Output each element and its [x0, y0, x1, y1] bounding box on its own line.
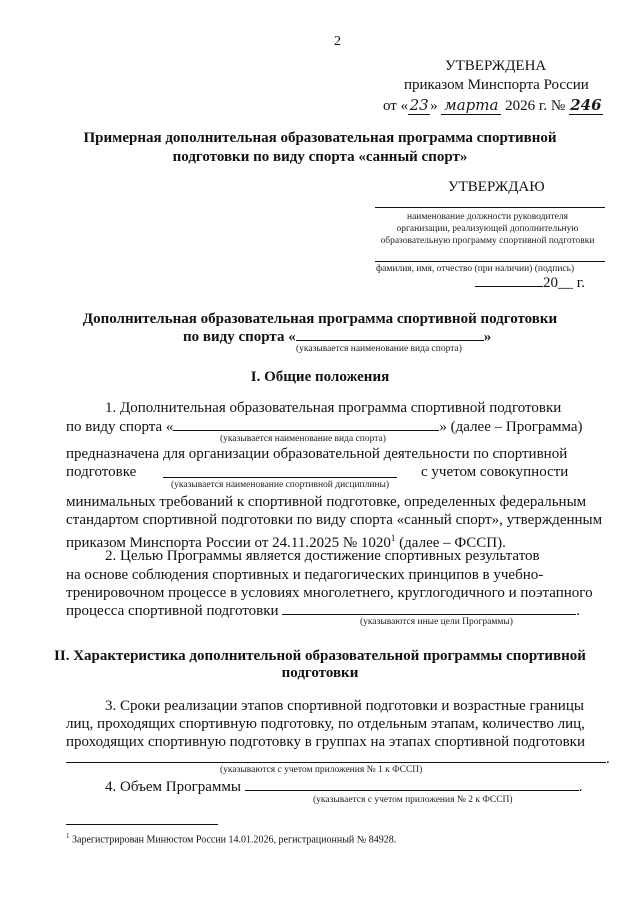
approve-date-suffix: 20__ г.	[543, 275, 585, 291]
p1-caption2: (указывается наименование спортивной дисциплины)	[171, 480, 390, 490]
p2-line3: тренировочном процессе в условиях многолетнего, круглогодичного и поэтапного	[66, 585, 593, 601]
footnote-text: Зарегистрирован Минюстом России 14.01.2026, регистрационный № 84928.	[69, 834, 397, 846]
program-title-line1: Дополнительная образовательная программа спортивной подготовки	[82, 311, 558, 327]
p1-line3: предназначена для организации образовательной деятельности по спортивной	[66, 446, 568, 462]
approve-date	[475, 274, 585, 292]
p2-line2: на основе соблюдения спортивных и педагогических принципов в учебно-	[66, 567, 544, 583]
p1-line1: 1. Дополнительная образовательная программа спортивной подготовки	[105, 400, 562, 416]
approval-order-line: приказом Минспорта России	[404, 77, 589, 93]
p1-line2-b: » (далее – Программа)	[439, 419, 583, 435]
approve-date-blank	[475, 274, 543, 287]
footnote-ref[interactable]: 1	[390, 533, 396, 543]
approve-caption3: образовательную программу спортивной подготовки	[380, 236, 595, 246]
approve-caption4: фамилия, имя, отчество (при наличии) (подпись)	[376, 264, 575, 274]
approval-close-quote: »	[430, 98, 438, 114]
p3-line3: проходящих спортивную подготовку в группах на этапах спортивной подготовки	[66, 734, 585, 750]
p2-line4-a: процесса спортивной подготовки	[66, 603, 279, 619]
approve-title: УТВЕРЖДАЮ	[448, 179, 545, 195]
approval-month: марта	[441, 96, 501, 115]
program-title-caption: (указывается наименование вида спорта)	[296, 344, 462, 354]
p3-line2: лиц, проходящих спортивную подготовку, по отдельным этапам, количество лиц,	[66, 716, 585, 732]
program-title-prefix: по виду спорта «	[183, 329, 296, 345]
stages-blank	[66, 762, 606, 763]
section2-heading-line1: II. Характеристика дополнительной образовательной программы спортивной	[54, 648, 586, 664]
approve-caption2: организации, реализующей дополнительную	[396, 224, 579, 234]
volume-blank	[245, 778, 579, 791]
footnote-separator	[66, 824, 218, 825]
section1-heading: I. Общие положения	[250, 369, 390, 385]
page-number: 2	[334, 34, 341, 49]
main-title-line1: Примерная дополнительная образовательная программа спортивной	[83, 130, 557, 146]
signature-line-name	[375, 261, 605, 262]
approval-from-prefix: от «	[383, 98, 409, 114]
footnote-marker: 1	[66, 832, 70, 840]
approval-year: 2026 г. №	[505, 98, 566, 114]
p1-line7-b: (далее – ФССП).	[395, 535, 506, 551]
program-title-suffix: »	[483, 329, 492, 345]
p1-line2-a: по виду спорта «	[66, 419, 174, 435]
approval-title: УТВЕРЖДЕНА	[445, 58, 547, 74]
approval-day: 23	[409, 96, 429, 114]
p3-caption: (указываются с учетом приложения № 1 к ФССП)	[220, 765, 423, 775]
p2-line4-b: .	[576, 603, 581, 619]
p4-a: 4. Объем Программы	[105, 779, 241, 795]
p3-line1: 3. Сроки реализации этапов спортивной подготовки и возрастные границы	[105, 698, 584, 714]
p4-caption: (указывается с учетом приложения № 2 к ФССП)	[313, 795, 513, 805]
approval-number: 246	[570, 96, 602, 114]
p3-line4-end: .	[606, 751, 610, 767]
p4-b: .	[578, 779, 583, 795]
discipline-blank	[163, 477, 397, 478]
approve-caption1: наименование должности руководителя	[407, 212, 568, 222]
section2-heading-line2: подготовки	[281, 665, 359, 681]
main-title-line2: подготовки по виду спорта «санный спорт»	[172, 149, 468, 165]
p1-line7-a: приказом Минспорта России от 24.11.2025 № 1020	[66, 535, 391, 551]
p2-caption: (указываются иные цели Программы)	[360, 617, 513, 627]
p1-line4-b: с учетом совокупности	[421, 464, 569, 480]
p1-caption1: (указывается наименование вида спорта)	[220, 434, 386, 444]
p1-line4-a: подготовке	[66, 464, 137, 480]
approval-date-line	[383, 96, 603, 115]
signature-line-position	[375, 207, 605, 208]
program-title-blank	[296, 328, 484, 341]
p1-line5: минимальных требований к спортивной подготовке, определенных федеральным	[66, 494, 587, 510]
footnote	[66, 830, 396, 846]
p4-line	[105, 778, 582, 796]
p1-line6: стандартом спортивной подготовки по виду спорта «санный спорт», утвержденным	[66, 512, 603, 528]
goals-blank	[282, 602, 576, 615]
sport-name-blank	[173, 418, 439, 431]
p2-line1: 2. Целью Программы является достижение спортивных результатов	[105, 548, 540, 564]
